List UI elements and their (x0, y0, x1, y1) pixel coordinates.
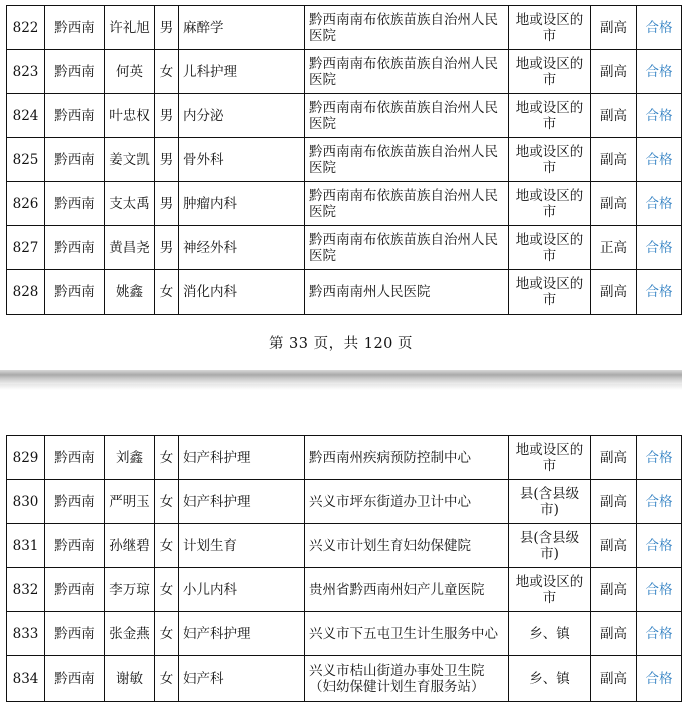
work-unit-cell: 黔西南南布依族苗族自治州人民医院 (305, 94, 509, 138)
row-number: 828 (7, 270, 45, 315)
region-cell: 黔西南 (45, 524, 105, 568)
region-cell: 黔西南 (45, 94, 105, 138)
person-name-cell: 孙继碧 (105, 524, 155, 568)
page-separator (0, 370, 682, 384)
unit-level-cell: 地或设区的市 (509, 94, 591, 138)
title-grade-cell: 副高 (591, 656, 637, 702)
table-row (7, 436, 682, 480)
table-row (7, 480, 682, 524)
table-row (7, 138, 682, 182)
specialty-cell: 儿科护理 (179, 50, 305, 94)
region-cell: 黔西南 (45, 656, 105, 702)
result-cell: 合格 (637, 270, 682, 315)
gender-cell: 女 (155, 270, 179, 315)
gender-cell: 男 (155, 226, 179, 270)
region-cell: 黔西南 (45, 226, 105, 270)
unit-level-cell: 地或设区的市 (509, 138, 591, 182)
row-number: 824 (7, 94, 45, 138)
specialty-cell: 内分泌 (179, 94, 305, 138)
region-cell: 黔西南 (45, 568, 105, 612)
specialty-cell: 消化内科 (179, 270, 305, 315)
title-grade-cell: 副高 (591, 480, 637, 524)
title-grade-cell: 副高 (591, 138, 637, 182)
person-name-cell: 李万琼 (105, 568, 155, 612)
specialty-cell: 妇产科护理 (179, 436, 305, 480)
title-grade-cell: 副高 (591, 50, 637, 94)
person-name-cell: 支太禹 (105, 182, 155, 226)
specialty-cell: 计划生育 (179, 524, 305, 568)
unit-level-cell: 乡、镇 (509, 656, 591, 702)
specialty-cell: 妇产科护理 (179, 612, 305, 656)
region-cell: 黔西南 (45, 270, 105, 315)
region-cell: 黔西南 (45, 480, 105, 524)
table-row (7, 6, 682, 50)
title-grade-cell: 副高 (591, 568, 637, 612)
unit-level-cell: 地或设区的市 (509, 568, 591, 612)
result-cell: 合格 (637, 524, 682, 568)
region-cell: 黔西南 (45, 138, 105, 182)
unit-level-cell: 地或设区的市 (509, 6, 591, 50)
gender-cell: 女 (155, 568, 179, 612)
roster-table-page-34 (6, 435, 682, 702)
gender-cell: 女 (155, 656, 179, 702)
title-grade-cell: 正高 (591, 226, 637, 270)
table-row (7, 612, 682, 656)
unit-level-cell: 县(含县级市) (509, 524, 591, 568)
row-number: 823 (7, 50, 45, 94)
work-unit-cell: 黔西南南布依族苗族自治州人民医院 (305, 50, 509, 94)
unit-level-cell: 地或设区的市 (509, 226, 591, 270)
unit-level-cell: 地或设区的市 (509, 182, 591, 226)
title-grade-cell: 副高 (591, 436, 637, 480)
page-separator-shadow (0, 384, 682, 390)
result-cell: 合格 (637, 6, 682, 50)
result-cell: 合格 (637, 480, 682, 524)
row-number: 833 (7, 612, 45, 656)
work-unit-cell: 兴义市桔山街道办事处卫生院（妇幼保健计划生育服务站） (305, 656, 509, 702)
person-name-cell: 严明玉 (105, 480, 155, 524)
result-cell: 合格 (637, 612, 682, 656)
row-number: 829 (7, 436, 45, 480)
gender-cell: 女 (155, 50, 179, 94)
title-grade-cell: 副高 (591, 182, 637, 226)
gender-cell: 男 (155, 6, 179, 50)
specialty-cell: 麻醉学 (179, 6, 305, 50)
title-grade-cell: 副高 (591, 270, 637, 315)
work-unit-cell: 兴义市坪东街道办卫计中心 (305, 480, 509, 524)
page-number-footer: 第 33 页，共 120 页 (268, 336, 414, 352)
title-grade-cell: 副高 (591, 94, 637, 138)
result-cell: 合格 (637, 226, 682, 270)
result-cell: 合格 (637, 182, 682, 226)
row-number: 822 (7, 6, 45, 50)
roster-table-page-33 (6, 5, 682, 315)
result-cell: 合格 (637, 436, 682, 480)
row-number: 830 (7, 480, 45, 524)
row-number: 825 (7, 138, 45, 182)
result-cell: 合格 (637, 138, 682, 182)
result-cell: 合格 (637, 50, 682, 94)
person-name-cell: 黄昌尧 (105, 226, 155, 270)
specialty-cell: 妇产科 (179, 656, 305, 702)
table-row (7, 50, 682, 94)
row-number: 826 (7, 182, 45, 226)
unit-level-cell: 地或设区的市 (509, 50, 591, 94)
gender-cell: 男 (155, 94, 179, 138)
person-name-cell: 姚鑫 (105, 270, 155, 315)
person-name-cell: 何英 (105, 50, 155, 94)
person-name-cell: 叶忠权 (105, 94, 155, 138)
title-grade-cell: 副高 (591, 612, 637, 656)
region-cell: 黔西南 (45, 612, 105, 656)
row-number: 834 (7, 656, 45, 702)
gender-cell: 男 (155, 138, 179, 182)
row-number: 827 (7, 226, 45, 270)
unit-level-cell: 地或设区的市 (509, 436, 591, 480)
specialty-cell: 神经外科 (179, 226, 305, 270)
work-unit-cell: 贵州省黔西南州妇产儿童医院 (305, 568, 509, 612)
person-name-cell: 许礼旭 (105, 6, 155, 50)
row-number: 832 (7, 568, 45, 612)
table-row (7, 568, 682, 612)
row-number: 831 (7, 524, 45, 568)
table-row (7, 226, 682, 270)
title-grade-cell: 副高 (591, 524, 637, 568)
work-unit-cell: 黔西南南布依族苗族自治州人民医院 (305, 6, 509, 50)
work-unit-cell: 黔西南南布依族苗族自治州人民医院 (305, 226, 509, 270)
table-row (7, 94, 682, 138)
person-name-cell: 姜文凯 (105, 138, 155, 182)
person-name-cell: 谢敏 (105, 656, 155, 702)
person-name-cell: 张金燕 (105, 612, 155, 656)
work-unit-cell: 黔西南南布依族苗族自治州人民医院 (305, 138, 509, 182)
work-unit-cell: 黔西南州疾病预防控制中心 (305, 436, 509, 480)
result-cell: 合格 (637, 568, 682, 612)
gender-cell: 女 (155, 436, 179, 480)
gender-cell: 女 (155, 480, 179, 524)
table-row (7, 270, 682, 315)
region-cell: 黔西南 (45, 6, 105, 50)
title-grade-cell: 副高 (591, 6, 637, 50)
specialty-cell: 小儿内科 (179, 568, 305, 612)
region-cell: 黔西南 (45, 436, 105, 480)
table-row (7, 524, 682, 568)
unit-level-cell: 地或设区的市 (509, 270, 591, 315)
region-cell: 黔西南 (45, 50, 105, 94)
table-row (7, 182, 682, 226)
work-unit-cell: 兴义市下五屯卫生计生服务中心 (305, 612, 509, 656)
specialty-cell: 骨外科 (179, 138, 305, 182)
unit-level-cell: 县(含县级市) (509, 480, 591, 524)
result-cell: 合格 (637, 94, 682, 138)
gender-cell: 男 (155, 182, 179, 226)
region-cell: 黔西南 (45, 182, 105, 226)
gender-cell: 女 (155, 612, 179, 656)
gender-cell: 女 (155, 524, 179, 568)
person-name-cell: 刘鑫 (105, 436, 155, 480)
work-unit-cell: 兴义市计划生育妇幼保健院 (305, 524, 509, 568)
work-unit-cell: 黔西南南布依族苗族自治州人民医院 (305, 182, 509, 226)
table-row (7, 656, 682, 702)
work-unit-cell: 黔西南南州人民医院 (305, 270, 509, 315)
result-cell: 合格 (637, 656, 682, 702)
specialty-cell: 妇产科护理 (179, 480, 305, 524)
unit-level-cell: 乡、镇 (509, 612, 591, 656)
specialty-cell: 肿瘤内科 (179, 182, 305, 226)
